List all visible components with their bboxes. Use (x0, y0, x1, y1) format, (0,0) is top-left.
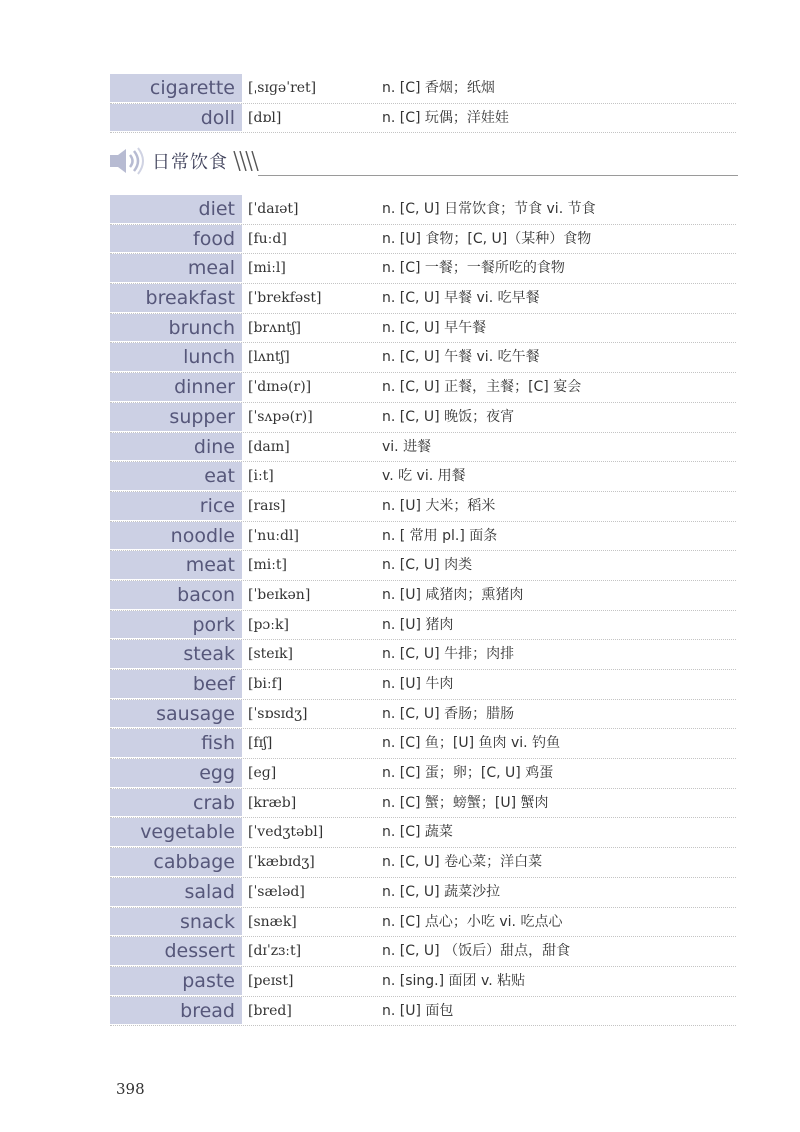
speaker-icon (108, 147, 146, 175)
vocab-phonetic: [bred] (248, 1002, 292, 1019)
vocab-row (110, 433, 736, 463)
vocab-word: dessert (110, 937, 242, 966)
vocab-row (110, 789, 736, 819)
vocab-row (110, 403, 736, 433)
vocab-definition: n. [C] 蟹；螃蟹；[U] 蟹肉 (382, 794, 549, 811)
vocab-phonetic: [dɪˈzɜːt] (248, 943, 302, 960)
vocab-row (110, 640, 736, 670)
vocab-definition: v. 吃 vi. 用餐 (382, 468, 466, 485)
vocab-word: noodle (110, 522, 242, 551)
vocab-definition: n. [C, U] 肉类 (382, 557, 473, 574)
vocab-phonetic: [brʌntʃ] (248, 319, 301, 336)
vocab-phonetic: [ˈdɪnə(r)] (248, 379, 312, 396)
vocab-word: brunch (110, 314, 242, 343)
vocab-definition: n. [C, U] 卷心菜；洋白菜 (382, 854, 543, 871)
vocab-row (110, 284, 736, 314)
vocab-definition: n. [C, U] 晚饭；夜宵 (382, 408, 515, 425)
vocab-phonetic: [peɪst] (248, 972, 294, 989)
vocab-word: steak (110, 640, 242, 669)
vocab-word: beef (110, 670, 242, 699)
vocab-definition: n. [C, U] 午餐 vi. 吃午餐 (382, 349, 540, 366)
vocab-row (110, 314, 736, 344)
vocab-row (110, 937, 736, 967)
vocab-word: vegetable (110, 818, 242, 847)
vocab-definition: vi. 进餐 (382, 438, 432, 455)
vocab-phonetic: [dɒl] (248, 109, 282, 126)
vocab-phonetic: [raɪs] (248, 497, 286, 514)
food-vocab-table (110, 195, 736, 1026)
vocab-definition: n. [ 常用 pl.] 面条 (382, 527, 498, 544)
vocab-phonetic: [ˈbrekfəst] (248, 290, 322, 307)
vocab-definition: n. [C, U] 香肠；腊肠 (382, 705, 515, 722)
vocab-definition: n. [C] 香烟；纸烟 (382, 80, 495, 96)
vocab-phonetic: [kræb] (248, 794, 297, 811)
vocab-phonetic: [ˈsʌpə(r)] (248, 408, 313, 425)
vocab-definition: n. [sing.] 面团 v. 粘贴 (382, 972, 526, 989)
vocab-word: dine (110, 433, 242, 462)
vocab-phonetic: [steɪk] (248, 646, 293, 663)
vocab-phonetic: [fuːd] (248, 230, 287, 247)
vocab-phonetic: [ˈvedʒtəbl] (248, 824, 324, 841)
vocab-row (110, 700, 736, 730)
vocab-word: bread (110, 997, 242, 1026)
vocab-phonetic: [ˈnuːdl] (248, 527, 299, 544)
vocab-row (110, 878, 736, 908)
page-number: 398 (116, 1080, 145, 1098)
vocab-word: cigarette (110, 74, 242, 103)
vocab-word: breakfast (110, 284, 242, 313)
vocab-phonetic: [biːf] (248, 676, 283, 692)
vocab-phonetic: [pɔːk] (248, 616, 289, 633)
vocab-row (110, 818, 736, 848)
top-vocab-table (110, 74, 736, 133)
vocab-row (110, 997, 736, 1027)
vocab-phonetic: [daɪn] (248, 438, 290, 455)
vocab-row (110, 104, 736, 134)
vocab-phonetic: [miːl] (248, 260, 286, 277)
vocab-definition: n. [C] 鱼；[U] 鱼肉 vi. 钓鱼 (382, 735, 561, 752)
vocab-word: diet (110, 195, 242, 224)
vocab-row (110, 74, 736, 104)
vocab-row (110, 373, 736, 403)
vocab-definition: n. [U] 猪肉 (382, 616, 454, 633)
vocab-row (110, 462, 736, 492)
vocab-row (110, 759, 736, 789)
vocab-definition: n. [C, U] （饭后）甜点，甜食 (382, 943, 571, 960)
vocab-definition: n. [C, U] 早餐 vi. 吃早餐 (382, 290, 540, 307)
vocab-definition: n. [U] 咸猪肉；熏猪肉 (382, 586, 524, 603)
vocab-row (110, 670, 736, 700)
vocab-word: paste (110, 967, 242, 996)
vocab-word: lunch (110, 343, 242, 372)
vocab-word: eat (110, 462, 242, 491)
section-stripes (232, 151, 262, 171)
vocab-phonetic: [eɡ] (248, 765, 277, 782)
vocab-definition: n. [C, U] 正餐，主餐；[C] 宴会 (382, 379, 582, 396)
vocab-definition: n. [U] 牛肉 (382, 676, 454, 692)
vocab-definition: n. [C] 点心；小吃 vi. 吃点心 (382, 913, 563, 930)
vocab-word: fish (110, 729, 242, 758)
vocab-row (110, 522, 736, 552)
vocab-row (110, 225, 736, 255)
vocab-definition: n. [C] 蔬菜 (382, 824, 453, 841)
vocab-phonetic: [miːt] (248, 557, 288, 574)
vocab-row (110, 195, 736, 225)
vocab-phonetic: [ˈbeɪkən] (248, 586, 311, 603)
vocab-phonetic: [fɪʃ] (248, 735, 273, 752)
vocab-definition: n. [C, U] 日常饮食；节食 vi. 节食 (382, 201, 596, 217)
vocab-row (110, 343, 736, 373)
vocab-word: food (110, 225, 242, 254)
vocab-word: meal (110, 254, 242, 283)
vocab-word: rice (110, 492, 242, 521)
vocab-word: supper (110, 403, 242, 432)
vocab-definition: n. [C] 一餐；一餐所吃的食物 (382, 260, 565, 277)
vocab-row (110, 581, 736, 611)
vocab-phonetic: [ˈsæləd] (248, 883, 305, 900)
vocab-phonetic: [ˌsɪɡəˈret] (248, 80, 317, 96)
vocab-word: meat (110, 551, 242, 580)
vocab-word: sausage (110, 700, 242, 729)
vocab-word: salad (110, 878, 242, 907)
vocab-phonetic: [lʌntʃ] (248, 349, 290, 366)
vocab-definition: n. [C] 蛋；卵；[C, U] 鸡蛋 (382, 765, 554, 782)
section-header (108, 143, 738, 177)
vocab-definition: n. [U] 食物；[C, U]（某种）食物 (382, 230, 592, 247)
vocab-word: cabbage (110, 848, 242, 877)
vocab-phonetic: [ˈdaɪət] (248, 201, 299, 217)
vocab-row (110, 908, 736, 938)
vocab-row (110, 611, 736, 641)
vocab-phonetic: [ˈsɒsɪdʒ] (248, 705, 308, 722)
vocab-phonetic: [ˈkæbɪdʒ] (248, 854, 315, 871)
vocab-row (110, 967, 736, 997)
vocab-word: pork (110, 611, 242, 640)
vocab-word: snack (110, 908, 242, 937)
vocab-definition: n. [U] 面包 (382, 1002, 454, 1019)
vocab-phonetic: [snæk] (248, 913, 297, 930)
vocab-row (110, 492, 736, 522)
vocab-word: doll (110, 104, 242, 133)
section-title: 日常饮食 (152, 152, 228, 173)
vocab-definition: n. [C, U] 牛排；肉排 (382, 646, 515, 663)
vocab-word: crab (110, 789, 242, 818)
vocab-row (110, 848, 736, 878)
vocab-definition: n. [C, U] 早午餐 (382, 319, 487, 336)
vocab-definition: n. [U] 大米；稻米 (382, 497, 496, 514)
vocab-row (110, 729, 736, 759)
vocab-definition: n. [C, U] 蔬菜沙拉 (382, 883, 501, 900)
vocab-definition: n. [C] 玩偶；洋娃娃 (382, 109, 509, 126)
section-underline (258, 175, 738, 176)
vocab-phonetic: [iːt] (248, 468, 274, 485)
vocab-word: dinner (110, 373, 242, 402)
vocab-row (110, 254, 736, 284)
vocab-row (110, 551, 736, 581)
vocab-word: egg (110, 759, 242, 788)
vocab-word: bacon (110, 581, 242, 610)
